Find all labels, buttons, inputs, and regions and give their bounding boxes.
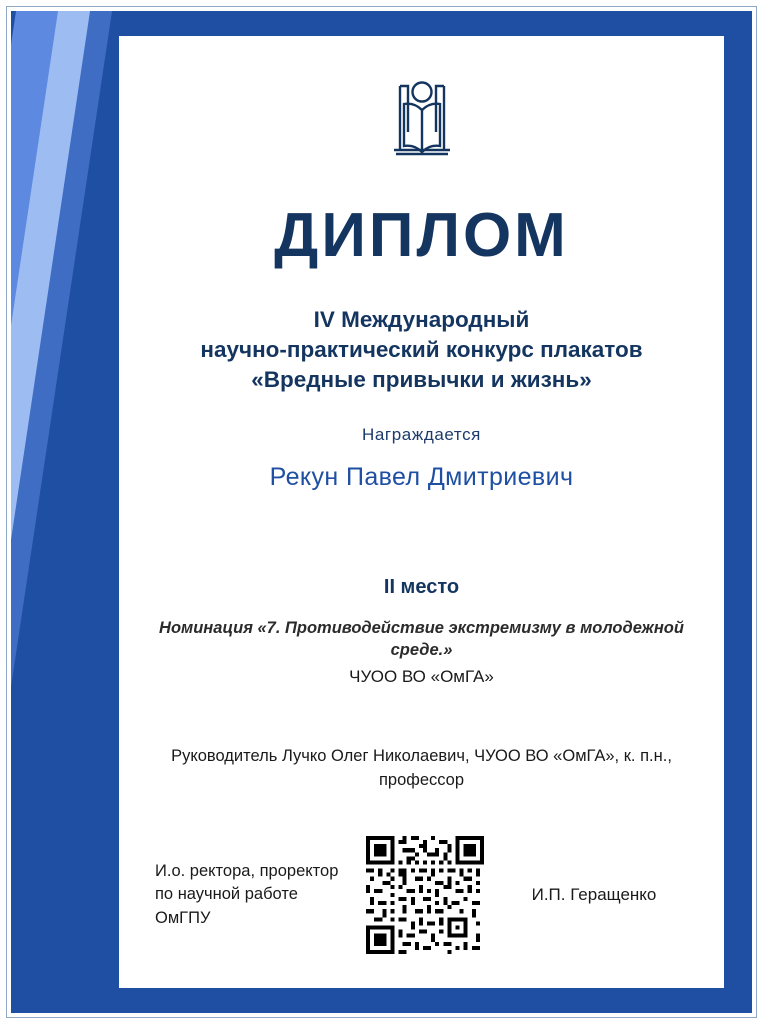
nomination-text: Номинация «7. Противодействие экстремизму в молодежной среде.» — [159, 618, 684, 660]
recipient-name: Рекун Павел Дмитриевич — [269, 462, 574, 491]
place-badge: II место — [383, 575, 460, 598]
contest-line-1: IV Международный — [313, 307, 530, 332]
supervisor-text: Руководитель Лучко Олег Николаевич, ЧУОО ВО «ОмГА», к. п.н., профессор — [171, 747, 672, 790]
signer-position: И.о. ректора, проректор по научной работе ОмГПУ — [155, 862, 339, 927]
organization-name: ЧУОО ВО «ОмГА» — [349, 667, 494, 687]
contest-line-2: научно-практический конкурс плакатов — [200, 336, 643, 362]
contest-line-3: «Вредные привычки и жизнь» — [251, 366, 592, 392]
certificate-card — [119, 36, 724, 988]
contest-name — [155, 305, 688, 395]
footer — [155, 836, 694, 954]
qr-code — [366, 836, 484, 954]
open-book-emblem-icon — [374, 76, 470, 177]
signer-name: И.П. Геращенко — [531, 885, 657, 904]
awarded-label: Награждается — [362, 424, 481, 444]
emblem-container — [155, 76, 688, 177]
page-title: ДИПЛОМ — [274, 201, 569, 270]
